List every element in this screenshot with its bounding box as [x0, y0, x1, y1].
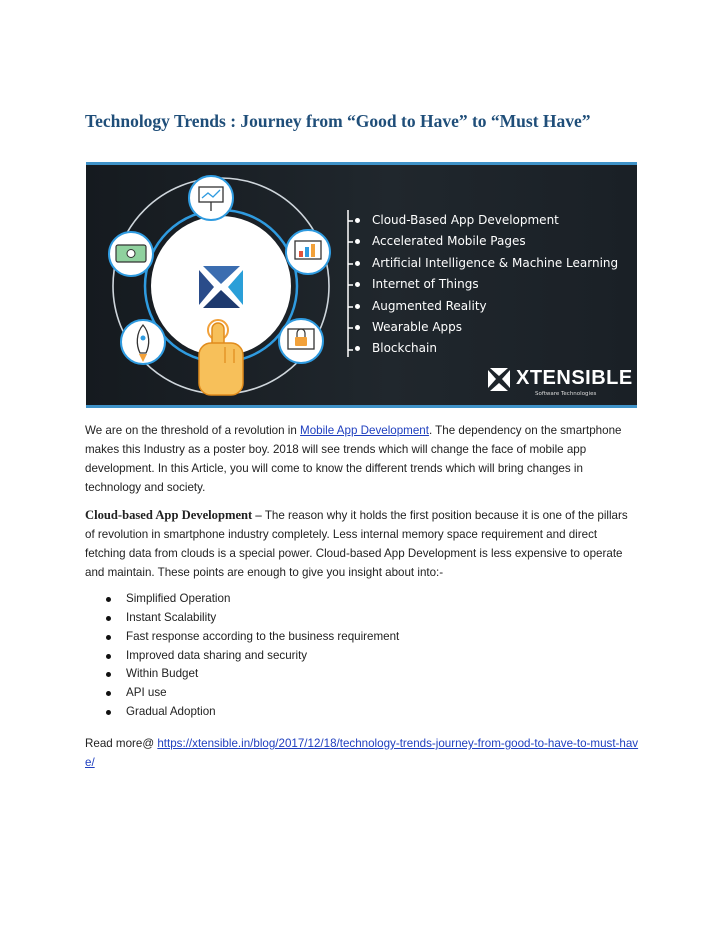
trends-banner [86, 162, 637, 408]
read-more-paragraph [85, 734, 640, 772]
read-more-link[interactable]: https://xtensible.in/blog/2017/12/18/technology-trends-journey-from-good-to-have-to-must-have/ [85, 737, 639, 769]
benefit-label: Gradual Adoption [126, 705, 216, 719]
list-item [104, 609, 399, 628]
intro-text-end: . The dependency on the smartphone makes this Industry as a poster boy. 2018 will see trends which will change the face of mobile app development. In this Article, you will come to know the different trends which will bring changes in technology and society. [85, 424, 622, 494]
cloud-section-paragraph [85, 506, 640, 582]
trend-item [348, 274, 618, 295]
trend-item [348, 338, 618, 359]
list-item [104, 684, 399, 703]
trend-label: Internet of Things [372, 277, 479, 292]
intro-paragraph [85, 421, 640, 497]
trend-label: Blockchain [372, 341, 437, 356]
trend-label: Artificial Intelligence & Machine Learning [372, 255, 619, 270]
intro-text-start: We are on the threshold of a revolution in [85, 424, 301, 437]
brand-logo-icon [488, 368, 510, 391]
trend-label: Cloud-Based App Development [372, 213, 559, 227]
section-body: The reason why it holds the first position because it is one of the pillars of revolution in smartphone industry completely. Less internal memory space requirement and direct fetching data from clouds is a special power. Cloud-based App Development is less expensive to operate and maintain. These points are enough to give you insight about into:- [85, 509, 628, 579]
trend-item [348, 210, 618, 231]
benefit-label: Simplified Operation [126, 592, 231, 605]
read-more-label: Read more@ [85, 737, 158, 750]
list-item [104, 703, 399, 722]
mobile-app-development-link[interactable]: Mobile App Development [300, 424, 429, 437]
brand-tagline: Software Technologies [535, 391, 597, 397]
page-title: Technology Trends : Journey from “Good to Have” to “Must Have” [85, 111, 591, 131]
benefit-label: Fast response according to the business requirement [126, 629, 400, 643]
cash-icon [109, 232, 153, 276]
analytics-icon [286, 230, 330, 274]
trends-list [348, 210, 618, 360]
benefit-label: Instant Scalability [126, 610, 217, 624]
list-item [104, 665, 399, 684]
rocket-icon [121, 320, 165, 364]
trend-label: Wearable Apps [372, 319, 463, 334]
trend-item [348, 231, 618, 252]
benefit-label: API use [126, 686, 167, 700]
list-item [104, 647, 399, 666]
trend-item [348, 317, 618, 338]
benefits-list [104, 590, 399, 722]
list-item [104, 628, 399, 647]
presentation-icon [189, 176, 233, 220]
section-heading: Cloud-based App Development [85, 508, 253, 522]
trend-item [348, 253, 618, 274]
list-item [104, 590, 399, 609]
trend-item [348, 296, 618, 317]
secure-device-icon [279, 319, 323, 363]
section-dash: – [252, 508, 265, 522]
trend-label: Accelerated Mobile Pages [372, 234, 526, 249]
brand-name: XTENSIBLE [516, 367, 633, 389]
benefit-label: Within Budget [126, 667, 199, 681]
benefit-label: Improved data sharing and security [126, 648, 308, 662]
trend-label: Augmented Reality [372, 298, 487, 313]
